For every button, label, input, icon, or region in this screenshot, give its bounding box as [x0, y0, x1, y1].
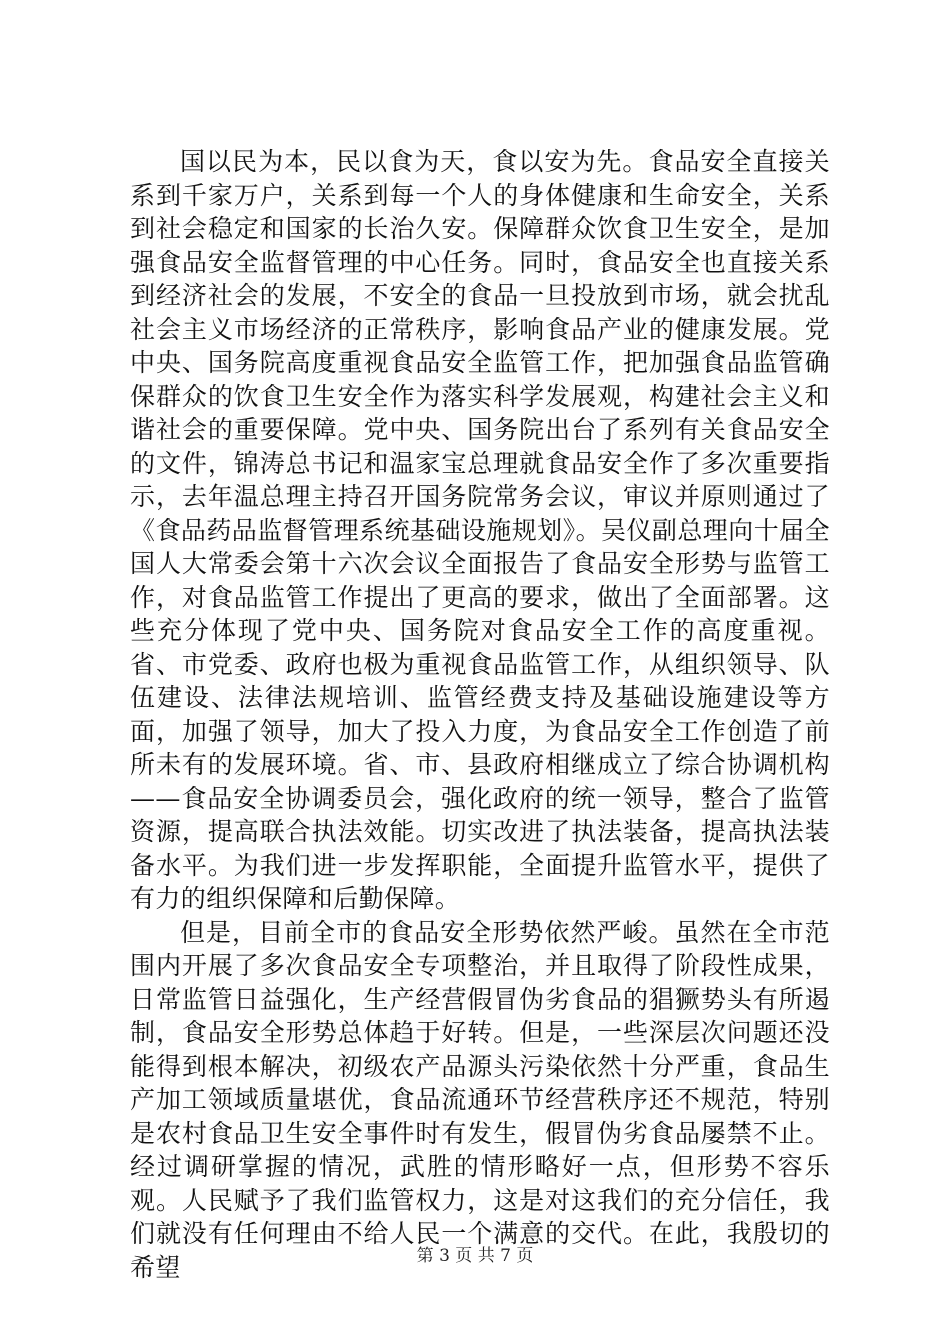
paragraph-2: 但是，目前全市的食品安全形势依然严峻。虽然在全市范围内开展了多次食品安全专项整治，并且取得了阶段性成果，日常监管日益强化，生产经营假冒伪劣食品的猖獗势头有所遏制，食品安全形势总体趋于好转。但是，一些深层次问题还没能得到根本解决，初级农产品源头污染依然十分严重，食品生产加工领域质量堪优，食品流通环节经营秩序还不规范，特别是农村食品卫生安全事件时有发生，假冒伪劣食品屡禁不止。经过调研掌握的情况，武胜的情形略好一点，但形势不容乐观。人民赋予了我们监管权力，这是对这我们的充分信任，我们就没有任何理由不给人民一个满意的交代。在此，我殷切的希望	[130, 917, 830, 1282]
page-footer: 第 3 页 共 7 页	[416, 1246, 534, 1266]
document-body	[130, 145, 830, 1284]
paragraph-1: 国以民为本，民以食为天，食以安为先。食品安全直接关系到千家万户，关系到每一个人的身体健康和生命安全，关系到社会稳定和国家的长治久安。保障群众饮食卫生安全，是加强食品安全监督管理的中心任务。同时，食品安全也直接关系到经济社会的发展，不安全的食品一旦投放到市场，就会扰乱社会主义市场经济的正常秩序，影响食品产业的健康发展。党中央、国务院高度重视食品安全监管工作，把加强食品监管确保群众的饮食卫生安全作为落实科学发展观，构建社会主义和谐社会的重要保障。党中央、国务院出台了系列有关食品安全的文件，锦涛总书记和温家宝总理就食品安全作了多次重要指示，去年温总理主持召开国务院常务会议，审议并原则通过了《食品药品监督管理系统基础设施规划》。吴仪副总理向十届全国人大常委会第十六次会议全面报告了食品安全形势与监管工作，对食品监管工作提出了更高的要求，做出了全面部署。这些充分体现了党中央、国务院对食品安全工作的高度重视。省、市党委、政府也极为重视食品监管工作，从组织领导、队伍建设、法律法规培训、监管经费支持及基础设施建设等方面，加强了领导，加大了投入力度，为食品安全工作创造了前所未有的发展环境。省、市、县政府相继成立了综合协调机构——食品安全协调委员会，强化政府的统一领导，整合了监管资源，提高联合执法效能。切实改进了执法装备，提高执法装备水平。为我们进一步发挥职能，全面提升监管水平，提供了有力的组织保障和后勤保障。	[130, 147, 830, 913]
